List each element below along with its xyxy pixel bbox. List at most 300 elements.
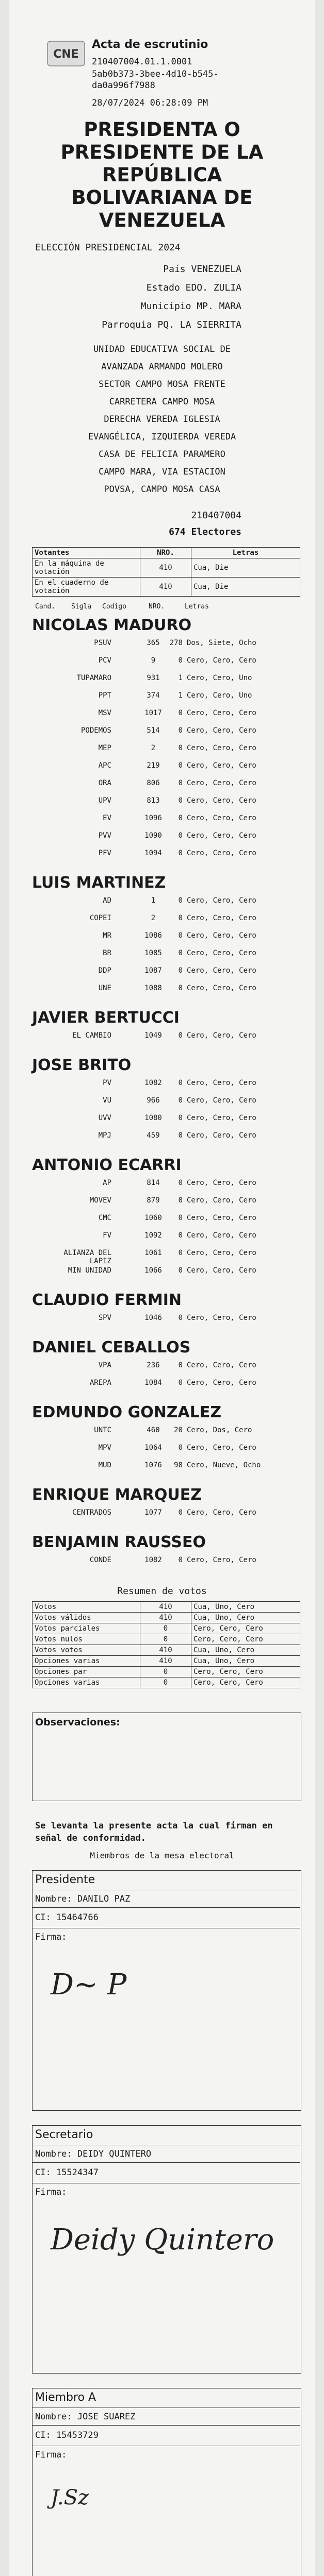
party-acronym: PVV [98, 832, 111, 840]
signer-firma-label: Firma: [35, 2450, 67, 2460]
candidate-name: LUIS MARTINEZ [32, 874, 166, 892]
table-row [32, 1461, 300, 1478]
acta-datetime: 28/07/2024 06:28:09 PM [92, 98, 208, 108]
party-votes: 0 [178, 1314, 183, 1322]
party-votes-letters: Cero, Cero, Cero [187, 1361, 256, 1369]
election-title-1: PRESIDENTA O [84, 118, 240, 141]
table-row [32, 1231, 300, 1248]
table-row [33, 1645, 300, 1656]
acta-serial: 210407004.01.1.0001 [92, 57, 192, 67]
candidate-name: NICOLAS MADURO [32, 616, 192, 634]
party-votes: 0 [178, 656, 183, 665]
table-row [32, 1249, 300, 1266]
country: País VENEZUELA [163, 264, 241, 275]
party-votes-letters: Cero, Cero, Cero [187, 1079, 256, 1087]
summary-table [32, 1601, 300, 1688]
party-code: 1080 [144, 1114, 162, 1122]
summary-label: Votos [33, 1602, 140, 1613]
table-row [32, 709, 300, 726]
signature: Deidy Quintero [51, 2223, 274, 2257]
party-votes-letters: Cero, Cero, Cero [187, 1179, 256, 1187]
party-code: 460 [147, 1426, 160, 1434]
summary-letters: Cua, Uno, Cero [191, 1602, 300, 1613]
table-row [32, 1214, 300, 1231]
party-acronym: UNE [98, 984, 111, 992]
party-votes: 0 [178, 1096, 183, 1105]
party-votes-letters: Cero, Cero, Cero [187, 1509, 256, 1517]
party-acronym: MPV [98, 1444, 111, 1452]
party-votes: 0 [178, 796, 183, 805]
signature: D~ P [51, 1968, 127, 2002]
party-acronym: EL CAMBIO [72, 1031, 111, 1040]
party-acronym: CONDE [89, 1556, 111, 1564]
party-votes: 0 [178, 1031, 183, 1040]
party-votes: 0 [178, 761, 183, 770]
party-votes: 0 [178, 814, 183, 822]
table-row [33, 1656, 300, 1667]
receipt-header [14, 0, 310, 129]
table-row [33, 1602, 300, 1613]
summary-letters: Cua, Uno, Cero [191, 1656, 300, 1667]
table-row [32, 1426, 300, 1443]
party-votes-letters: Cero, Cero, Cero [187, 1131, 256, 1140]
party-acronym: CENTRADOS [72, 1509, 111, 1517]
party-code: 1066 [144, 1266, 162, 1275]
party-votes-letters: Cero, Cero, Cero [187, 1031, 256, 1040]
summary-letters: Cero, Cero, Cero [191, 1634, 300, 1645]
party-votes-letters: Cero, Cero, Uno [187, 691, 252, 700]
party-votes: 0 [178, 779, 183, 787]
table-row [32, 984, 300, 1001]
party-code: 374 [147, 691, 160, 700]
party-votes-letters: Cero, Cero, Cero [187, 814, 256, 822]
candidate-name: DANIEL CEBALLOS [32, 1338, 191, 1357]
observations-label: Observaciones: [35, 1717, 120, 1728]
party-votes-letters: Cero, Cero, Cero [187, 1114, 256, 1122]
party-votes: 0 [178, 984, 183, 992]
summary-letters: Cua, Uno, Cero [191, 1645, 300, 1656]
summary-num: 410 [140, 1656, 191, 1667]
signer-role: Miembro A [35, 2391, 96, 2404]
party-votes-letters: Cero, Cero, Uno [187, 674, 252, 682]
party-code: 806 [147, 779, 160, 787]
signer-role: Secretario [35, 2128, 93, 2141]
party-code: 1094 [144, 849, 162, 857]
party-votes: 0 [178, 1556, 183, 1564]
table-row [32, 832, 300, 849]
table-row [32, 1079, 300, 1096]
party-acronym: MR [103, 931, 111, 940]
election-title-2: PRESIDENTE DE LA [60, 141, 264, 163]
party-acronym: UVV [98, 1114, 111, 1122]
party-code: 813 [147, 796, 160, 805]
party-votes-letters: Cero, Cero, Cero [187, 1249, 256, 1257]
party-acronym: UNTC [94, 1426, 111, 1434]
party-code: 459 [147, 1131, 160, 1140]
candidate-name: ENRIQUE MARQUEZ [32, 1486, 202, 1504]
party-code: 1084 [144, 1379, 162, 1387]
party-code: 1086 [144, 931, 162, 940]
voters-table [32, 547, 300, 597]
party-votes-letters: Cero, Cero, Cero [187, 761, 256, 770]
party-code: 9 [151, 656, 156, 665]
closing-line-1: Se levanta la presente acta la cual firman en [35, 1821, 273, 1831]
party-code: 1076 [144, 1461, 162, 1469]
party-votes: 98 [174, 1461, 183, 1469]
party-votes: 0 [178, 1131, 183, 1140]
party-votes: 278 [169, 639, 183, 647]
party-acronym: DDP [98, 967, 111, 975]
column-header: Cand. [35, 603, 56, 611]
party-votes: 20 [174, 1426, 183, 1434]
center-line: POVSA, CAMPO MOSA CASA [104, 484, 220, 495]
party-votes-letters: Cero, Cero, Cero [187, 1556, 256, 1564]
party-acronym: PODEMOS [80, 726, 111, 735]
signer-ci: CI: 15464766 [35, 1912, 99, 1923]
party-code: 514 [147, 726, 160, 735]
center-line: UNIDAD EDUCATIVA SOCIAL DE [93, 344, 231, 354]
table-row [33, 1677, 300, 1688]
party-votes: 0 [178, 1179, 183, 1187]
summary-label: Votos válidos [33, 1613, 140, 1623]
party-votes-letters: Cero, Cero, Cero [187, 1314, 256, 1322]
voters-book-letters: Cua, Die [191, 578, 300, 597]
party-votes: 0 [178, 1196, 183, 1205]
party-code: 1088 [144, 984, 162, 992]
party-code: 1096 [144, 814, 162, 822]
summary-letters: Cero, Cero, Cero [191, 1677, 300, 1688]
table-row [32, 1266, 300, 1283]
election-title-3: REPÚBLICA [102, 164, 222, 186]
center-line: CASA DE FELICIA PARAMERO [99, 449, 225, 460]
summary-label: Opciones par [33, 1667, 140, 1677]
party-votes-letters: Cero, Cero, Cero [187, 709, 256, 717]
divider [32, 1907, 300, 1908]
column-header: Letras [185, 603, 209, 611]
party-acronym: VU [103, 1096, 111, 1105]
party-votes: 0 [178, 931, 183, 940]
party-votes: 0 [178, 849, 183, 857]
table-row [32, 1556, 300, 1573]
electors-count: 674 Electores [169, 527, 241, 537]
party-code: 2 [151, 744, 156, 752]
signer-name: Nombre: DANILO PAZ [35, 1894, 131, 1904]
left-edge [0, 0, 9, 2576]
summary-num: 410 [140, 1602, 191, 1613]
party-votes: 0 [178, 1249, 183, 1257]
column-header: Sigla [71, 603, 92, 611]
party-votes-letters: Cero, Cero, Cero [187, 849, 256, 857]
party-code: 1049 [144, 1031, 162, 1040]
table-row [32, 1509, 300, 1526]
summary-label: Votos parciales [33, 1623, 140, 1634]
party-votes: 0 [178, 967, 183, 975]
voters-machine-num: 410 [140, 558, 191, 578]
table-row [32, 914, 300, 931]
signature: J.Sz [51, 2486, 89, 2510]
party-acronym: MSV [98, 709, 111, 717]
center-code: 210407004 [191, 510, 241, 521]
party-acronym: AP [103, 1179, 111, 1187]
table-row [32, 744, 300, 761]
election-title-5: VENEZUELA [99, 209, 225, 231]
signer-ci: CI: 15524347 [35, 2167, 99, 2178]
party-votes: 0 [178, 1444, 183, 1452]
party-code: 1077 [144, 1509, 162, 1517]
table-row [32, 931, 300, 948]
party-code: 1046 [144, 1314, 162, 1322]
summary-label: Opciones varias [33, 1656, 140, 1667]
party-acronym: TUPAMARO [76, 674, 111, 682]
party-code: 1085 [144, 949, 162, 957]
party-votes: 0 [178, 896, 183, 905]
table-row [32, 1379, 300, 1396]
cne-logo [45, 36, 87, 72]
party-acronym: MOVEV [89, 1196, 111, 1205]
party-votes-letters: Cero, Cero, Cero [187, 914, 256, 922]
divider [32, 2425, 300, 2426]
right-edge [315, 0, 324, 2576]
summary-num: 0 [140, 1623, 191, 1634]
center-line: CAMPO MARA, VIA ESTACION [99, 467, 225, 477]
letters-header: Letras [191, 548, 300, 558]
table-row [32, 1179, 300, 1196]
table-row [33, 578, 300, 597]
party-votes: 0 [178, 1509, 183, 1517]
summary-num: 0 [140, 1677, 191, 1688]
party-votes-letters: Cero, Cero, Cero [187, 1379, 256, 1387]
summary-title: Resumen de votos [117, 1586, 207, 1597]
table-row [32, 896, 300, 913]
party-code: 1060 [144, 1214, 162, 1222]
signer-name: Nombre: DEIDY QUINTERO [35, 2149, 152, 2159]
party-acronym: EV [103, 814, 111, 822]
table-row [32, 656, 300, 673]
party-votes-letters: Cero, Cero, Cero [187, 656, 256, 665]
party-code: 879 [147, 1196, 160, 1205]
parish: Parroquia PQ. LA SIERRITA [102, 319, 241, 330]
party-votes: 0 [178, 949, 183, 957]
party-acronym: ALIANZA DEL LAPIZ [63, 1249, 111, 1265]
signer-firma-label: Firma: [35, 1932, 67, 1942]
party-acronym: PV [103, 1079, 111, 1087]
summary-num: 0 [140, 1634, 191, 1645]
table-row [32, 1096, 300, 1113]
party-votes: 0 [178, 1231, 183, 1240]
party-code: 966 [147, 1096, 160, 1105]
party-acronym: UPV [98, 796, 111, 805]
party-votes: 0 [178, 1361, 183, 1369]
party-acronym: PPT [98, 691, 111, 700]
members-label: Miembros de la mesa electoral [90, 1851, 234, 1860]
party-votes-letters: Cero, Cero, Cero [187, 1444, 256, 1452]
svg-text:CNE: CNE [53, 48, 79, 61]
party-votes-letters: Cero, Cero, Cero [187, 967, 256, 975]
party-code: 1064 [144, 1444, 162, 1452]
table-row [32, 949, 300, 966]
party-code: 1082 [144, 1079, 162, 1087]
party-votes: 0 [178, 1266, 183, 1275]
party-acronym: PFV [98, 849, 111, 857]
party-acronym: MUD [98, 1461, 111, 1469]
summary-letters: Cero, Cero, Cero [191, 1623, 300, 1634]
party-code: 1082 [144, 1556, 162, 1564]
party-votes-letters: Cero, Cero, Cero [187, 796, 256, 805]
party-votes-letters: Cero, Cero, Cero [187, 984, 256, 992]
party-votes-letters: Cero, Cero, Cero [187, 1231, 256, 1240]
candidate-name: ANTONIO ECARRI [32, 1156, 182, 1174]
party-votes: 0 [178, 1114, 183, 1122]
party-code: 814 [147, 1179, 160, 1187]
table-row [32, 1114, 300, 1131]
party-code: 1087 [144, 967, 162, 975]
party-acronym: PCV [98, 656, 111, 665]
center-line: SECTOR CAMPO MOSA FRENTE [99, 379, 225, 389]
center-line: EVANGÉLICA, IZQUIERDA VEREDA [88, 432, 236, 442]
party-votes-letters: Cero, Cero, Cero [187, 1266, 256, 1275]
signer-name: Nombre: JOSE SUAREZ [35, 2412, 136, 2422]
party-votes-letters: Cero, Cero, Cero [187, 1196, 256, 1205]
voters-machine-letters: Cua, Die [191, 558, 300, 578]
party-acronym: CMC [98, 1214, 111, 1222]
table-row [33, 558, 300, 578]
table-row [32, 691, 300, 708]
candidate-name: JOSE BRITO [32, 1056, 132, 1074]
table-row [32, 1361, 300, 1378]
column-header: NRO. [149, 603, 165, 611]
summary-num: 0 [140, 1667, 191, 1677]
party-acronym: MIN UNIDAD [68, 1266, 111, 1275]
table-row [32, 967, 300, 984]
party-votes-letters: Cero, Cero, Cero [187, 949, 256, 957]
voters-header: Votantes [33, 548, 140, 558]
signer-ci: CI: 15453729 [35, 2430, 99, 2441]
table-row [32, 726, 300, 743]
summary-label: Votos nulos [33, 1634, 140, 1645]
acta-code-1: 5ab0b373-3bee-4d10-b545- [92, 69, 219, 79]
table-row [33, 1634, 300, 1645]
party-votes-letters: Dos, Siete, Ocho [187, 639, 256, 647]
table-row [33, 1613, 300, 1623]
table-row [32, 779, 300, 796]
party-votes: 0 [178, 709, 183, 717]
party-code: 1061 [144, 1249, 162, 1257]
party-acronym: SPV [98, 1314, 111, 1322]
party-acronym: MEP [98, 744, 111, 752]
table-row [32, 1196, 300, 1213]
party-votes-letters: Cero, Cero, Cero [187, 744, 256, 752]
table-row [32, 849, 300, 866]
party-votes-letters: Cero, Nueve, Ocho [187, 1461, 261, 1469]
party-acronym: FV [103, 1231, 111, 1240]
party-votes-letters: Cero, Cero, Cero [187, 1096, 256, 1105]
voters-book-label: En el cuaderno de votación [33, 578, 140, 597]
state: Estado EDO. ZULIA [146, 282, 241, 293]
party-acronym: BR [103, 949, 111, 957]
party-acronym: ORA [98, 779, 111, 787]
party-votes-letters: Cero, Cero, Cero [187, 726, 256, 735]
table-row [32, 1314, 300, 1331]
party-votes: 0 [178, 914, 183, 922]
party-votes: 0 [178, 744, 183, 752]
summary-num: 410 [140, 1613, 191, 1623]
party-code: 1 [151, 896, 156, 905]
party-votes: 0 [178, 1379, 183, 1387]
voters-book-num: 410 [140, 578, 191, 597]
table-row [32, 639, 300, 656]
party-votes-letters: Cero, Cero, Cero [187, 931, 256, 940]
party-acronym: AD [103, 896, 111, 905]
table-row [32, 761, 300, 778]
party-votes: 0 [178, 1079, 183, 1087]
party-code: 931 [147, 674, 160, 682]
candidate-name: EDMUNDO GONZALEZ [32, 1403, 222, 1421]
party-code: 365 [147, 639, 160, 647]
municipality: Municipio MP. MARA [140, 301, 241, 312]
party-code: 1017 [144, 709, 162, 717]
divider [32, 2162, 300, 2163]
column-header: Codigo [102, 603, 126, 611]
signer-role: Presidente [35, 1873, 95, 1886]
party-votes-letters: Cero, Cero, Cero [187, 896, 256, 905]
center-line: CARRETERA CAMPO MOSA [109, 397, 215, 407]
party-votes-letters: Cero, Cero, Cero [187, 779, 256, 787]
party-acronym: MPJ [98, 1131, 111, 1140]
nro-header: NRO. [140, 548, 191, 558]
closing-line-2: señal de conformidad. [35, 1833, 146, 1843]
party-votes: 0 [178, 726, 183, 735]
candidate-name: BENJAMIN RAUSSEO [32, 1533, 206, 1551]
table-row [33, 1623, 300, 1634]
center-line: DERECHA VEREDA IGLESIA [104, 414, 220, 425]
party-votes-letters: Cero, Cero, Cero [187, 832, 256, 840]
acta-code-2: da0a996f7988 [92, 80, 155, 91]
table-row [32, 674, 300, 691]
party-acronym: AREPA [89, 1379, 111, 1387]
party-acronym: VPA [98, 1361, 111, 1369]
party-acronym: PSUV [94, 639, 111, 647]
summary-letters: Cero, Cero, Cero [191, 1667, 300, 1677]
party-votes: 1 [178, 674, 183, 682]
party-code: 1092 [144, 1231, 162, 1240]
table-row [32, 1131, 300, 1148]
signer-firma-label: Firma: [35, 2187, 67, 2197]
acta-title: Acta de escrutinio [92, 38, 208, 51]
table-row [32, 1031, 300, 1048]
table-row [32, 1444, 300, 1461]
summary-num: 410 [140, 1645, 191, 1656]
party-votes: 0 [178, 832, 183, 840]
summary-label: Votos votos [33, 1645, 140, 1656]
table-row [32, 814, 300, 831]
party-code: 219 [147, 761, 160, 770]
party-votes: 0 [178, 1214, 183, 1222]
party-votes-letters: Cero, Dos, Cero [187, 1426, 252, 1434]
receipt-sheet [14, 0, 310, 2510]
election-title-4: BOLIVARIANA DE [71, 187, 253, 209]
party-code: 2 [151, 914, 156, 922]
election-name: ELECCIÓN PRESIDENCIAL 2024 [35, 242, 181, 253]
summary-label: Opciones varias [33, 1677, 140, 1688]
table-row [33, 1667, 300, 1677]
party-acronym: COPEI [89, 914, 111, 922]
party-acronym: APC [98, 761, 111, 770]
candidate-name: CLAUDIO FERMIN [32, 1291, 182, 1309]
candidate-name: JAVIER BERTUCCI [32, 1009, 180, 1027]
party-votes-letters: Cero, Cero, Cero [187, 1214, 256, 1222]
party-code: 236 [147, 1361, 160, 1369]
voters-machine-label: En la máquina de votación [33, 558, 140, 578]
